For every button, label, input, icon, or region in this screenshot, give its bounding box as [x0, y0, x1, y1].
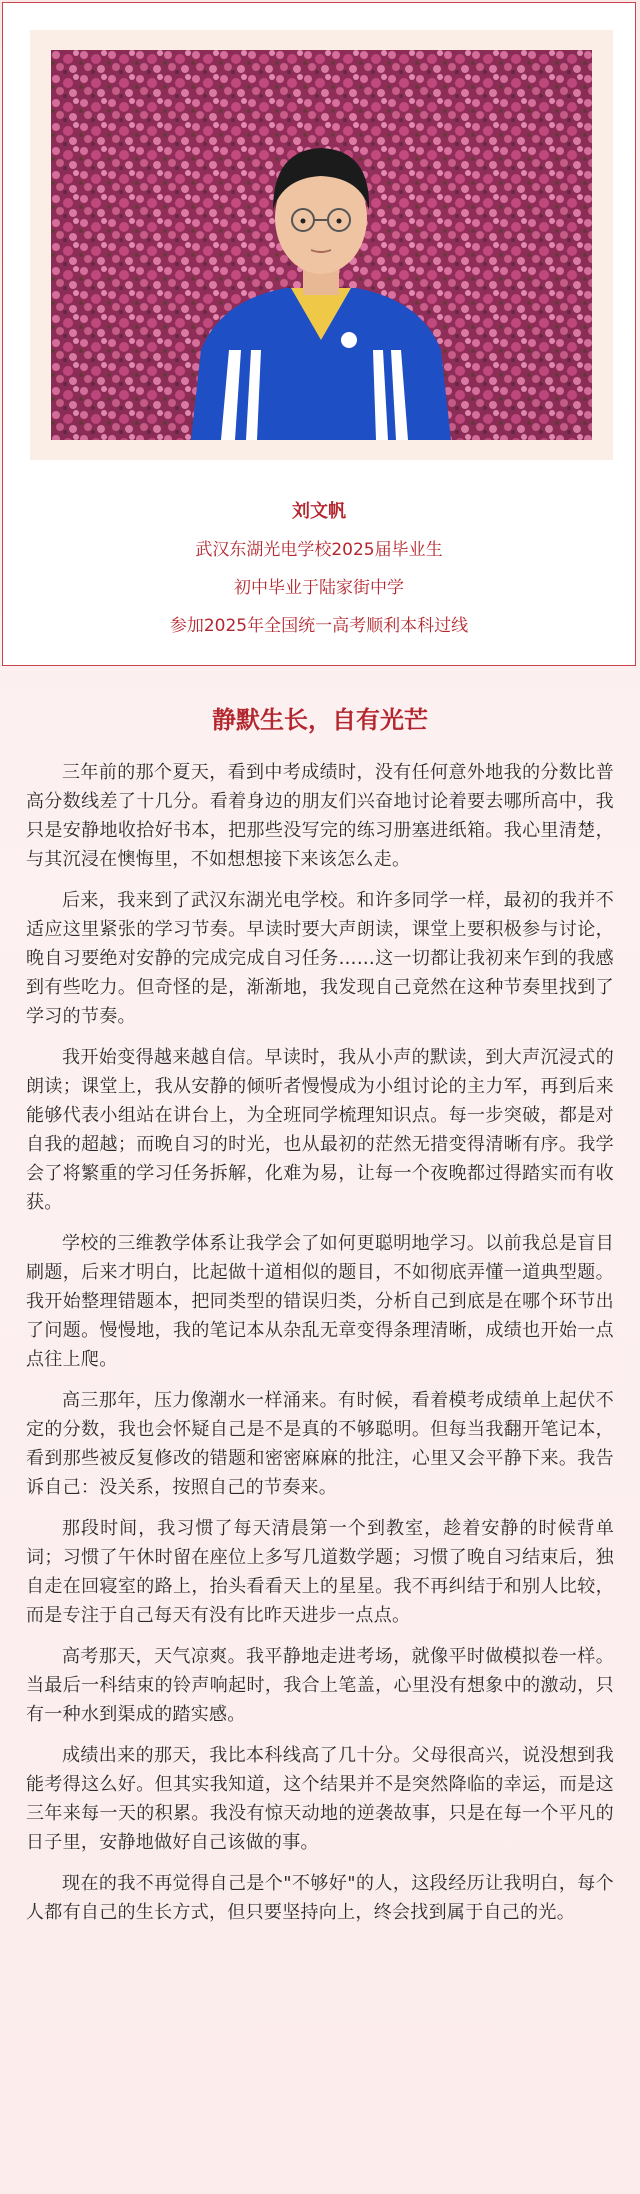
student-photo: [51, 50, 592, 440]
article-title: 静默生长，自有光芒: [212, 706, 428, 734]
photo-frame: [30, 30, 613, 460]
photo-illustration: [51, 50, 592, 440]
exam-result-line: 参加2025年全国统一高考顺利本科过线: [169, 616, 469, 636]
paragraph-7: 高考那天，天气凉爽。我平静地走进考场，就像平时做模拟卷一样。当最后一科结束的铃声响起时，我合上笔盖，心里没有想象中的激动，只有一种水到渠成的踏实感。: [26, 1646, 614, 1725]
paragraph-2: 后来，我来到了武汉东湖光电学校。和许多同学一样，最初的我并不适应这里紧张的学习节奏。早读时要大声朗读，课堂上要积极参与讨论，晚自习要绝对安静的完成完成自习任务……这一切都让我初来乍到的我感到有些吃力。但奇怪的是，渐渐地，我发现自己竟然在这种节奏里找到了学习的节奏。: [26, 890, 614, 1027]
paragraph-9: 现在的我不再觉得自己是个"不够好"的人，这段经历让我明白，每个人都有自己的生长方式，但只要坚持向上，终会找到属于自己的光。: [26, 1873, 614, 1923]
paragraph-1: 三年前的那个夏天，看到中考成绩时，没有任何意外地我的分数比普高分数线差了十几分。看着身边的朋友们兴奋地讨论着要去哪所高中，我只是安静地收拾好书本，把那些没写完的练习册塞进纸箱。我心里清楚，与其沉浸在懊悔里，不如想想接下来该怎么走。: [26, 762, 614, 870]
profile-card: [2, 2, 636, 666]
article: [0, 700, 640, 1927]
school-line: 武汉东湖光电学校2025届毕业生: [195, 540, 443, 560]
paragraph-3: 我开始变得越来越自信。早读时，我从小声的默读，到大声沉浸式的朗读；课堂上，我从安静的倾听者慢慢成为小组讨论的主力军，再到后来能够代表小组站在讲台上，为全班同学梳理知识点。每一步突破，都是对自我的超越；而晚自习的时光，也从最初的茫然无措变得清晰有序。我学会了将繁重的学习任务拆解，化难为易，让每一个夜晚都过得踏实而有收获。: [26, 1047, 614, 1213]
profile-caption: [3, 493, 635, 645]
paragraph-4: 学校的三维教学体系让我学会了如何更聪明地学习。以前我总是盲目刷题，后来才明白，比起做十道相似的题目，不如彻底弄懂一道典型题。我开始整理错题本，把同类型的错误归类，分析自己到底是在哪个环节出了问题。慢慢地，我的笔记本从杂乱无章变得条理清晰，成绩也开始一点点往上爬。: [26, 1233, 614, 1370]
paragraph-8: 成绩出来的那天，我比本科线高了几十分。父母很高兴，说没想到我能考得这么好。但其实我知道，这个结果并不是突然降临的幸运，而是这三年来每一天的积累。我没有惊天动地的逆袭故事，只是在每一个平凡的日子里，安静地做好自己该做的事。: [26, 1745, 614, 1853]
paragraph-6: 那段时间，我习惯了每天清晨第一个到教室，趁着安静的时候背单词；习惯了午休时留在座位上多写几道数学题；习惯了晚自习结束后，独自走在回寝室的路上，抬头看看天上的星星。我不再纠结于和别人比较，而是专注于自己每天有没有比昨天进步一点点。: [26, 1518, 614, 1626]
paragraph-5: 高三那年，压力像潮水一样涌来。有时候，看着模考成绩单上起伏不定的分数，我也会怀疑自己是不是真的不够聪明。但每当我翻开笔记本，看到那些被反复修改的错题和密密麻麻的批注，心里又会平静下来。我告诉自己：没关系，按照自己的节奏来。: [26, 1390, 614, 1498]
middle-school-line: 初中毕业于陆家街中学: [234, 578, 404, 598]
student-name: 刘文帆: [292, 501, 346, 522]
